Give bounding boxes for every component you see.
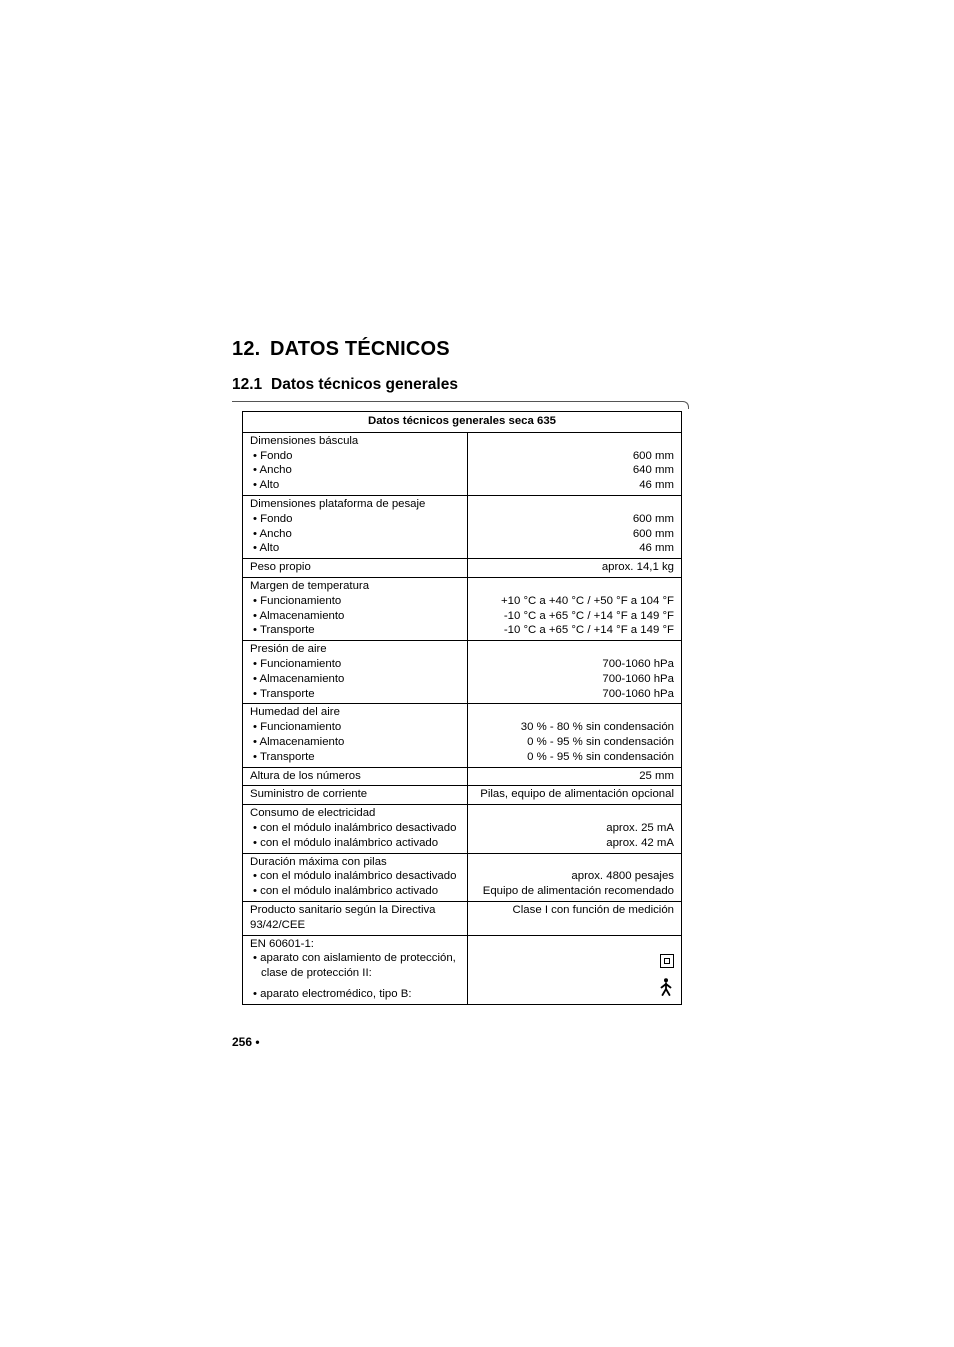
list-item: aparato con aislamiento de protección,	[260, 952, 456, 965]
list-item: aparato electromédico, tipo B:	[260, 987, 412, 1000]
value: -10 °C a +65 °C / +14 °F a 149 °F	[503, 609, 674, 622]
medical-value: Clase I con función de medición	[468, 901, 682, 935]
page-number: 256 •	[232, 1035, 260, 1049]
list-item: con el módulo inalámbrico activado	[260, 836, 439, 849]
value: +10 °C a +40 °C / +50 °F a 104 °F	[500, 594, 674, 607]
row-title: Humedad del aire	[250, 706, 340, 719]
chapter-title: DATOS TÉCNICOS	[270, 338, 450, 360]
value: 700-1060 hPa	[602, 657, 674, 670]
value: aprox. 25 mA	[606, 821, 674, 834]
chapter-number: 12.	[232, 338, 261, 360]
weight-label: Peso propio	[243, 559, 468, 578]
dim-scale-value-cell	[468, 432, 682, 495]
row-title: Dimensiones plataforma de pesaje	[250, 497, 426, 510]
value: 46 mm	[639, 542, 674, 555]
list-item: Fondo	[260, 512, 293, 525]
medical-label-line: 93/42/CEE	[250, 918, 306, 931]
consumption-value-cell	[468, 805, 682, 853]
value: 700-1060 hPa	[602, 672, 674, 685]
class-ii-double-square-icon	[660, 954, 674, 968]
pressure-label-cell: Presión de aire • Funcionamiento • Almacenamiento • Transporte	[243, 641, 468, 704]
row-title: Presión de aire	[250, 643, 327, 656]
list-item: Transporte	[259, 750, 315, 763]
list-item: con el módulo inalámbrico desactivado	[260, 821, 457, 834]
table-row	[243, 432, 682, 495]
list-item: Funcionamiento	[260, 721, 342, 734]
digit-height-value: 25 mm	[468, 767, 682, 786]
section-divider	[232, 401, 682, 402]
value: 0 % - 95 % sin condensación	[527, 750, 674, 763]
row-title: Margen de temperatura	[250, 579, 370, 592]
en60601-symbol-cell	[468, 935, 682, 1004]
value: 600 mm	[632, 527, 674, 540]
value: 600 mm	[632, 512, 674, 525]
list-item: Almacenamiento	[259, 672, 345, 685]
list-item-continuation: clase de protección II:	[261, 967, 372, 980]
list-item: Alto	[259, 479, 280, 492]
consumption-label-cell: Consumo de electricidad • con el módulo inalámbrico desactivado • con el módulo inalámbrico activado	[243, 805, 468, 853]
chapter-heading	[232, 338, 450, 361]
section-title: Datos técnicos generales	[271, 376, 458, 393]
battery-value-cell	[468, 853, 682, 901]
value: -10 °C a +65 °C / +14 °F a 149 °F	[503, 624, 674, 637]
row-title: Duración máxima con pilas	[250, 855, 387, 868]
value: 30 % - 80 % sin condensación	[520, 721, 674, 734]
en60601-label-cell: EN 60601-1: • aparato con aislamiento de protección, clase de protección II: • aparato electromédico, tipo B:	[243, 935, 468, 1004]
pressure-value-cell	[468, 641, 682, 704]
list-item: Transporte	[259, 624, 315, 637]
section-number: 12.1	[232, 376, 263, 393]
list-item: con el módulo inalámbrico desactivado	[260, 870, 457, 883]
battery-label-cell: Duración máxima con pilas • con el módulo inalámbrico desactivado • con el módulo inalámbrico activado	[243, 853, 468, 901]
table-row	[243, 767, 682, 786]
table-row	[243, 805, 682, 853]
section-heading	[232, 376, 458, 394]
list-item: Fondo	[260, 449, 293, 462]
list-item: con el módulo inalámbrico activado	[260, 885, 439, 898]
digit-height-label: Altura de los números	[243, 767, 468, 786]
list-item: Almacenamiento	[259, 609, 345, 622]
table-row	[243, 495, 682, 558]
table-row	[243, 935, 682, 1004]
value: 700-1060 hPa	[602, 687, 674, 700]
value: 0 % - 95 % sin condensación	[527, 735, 674, 748]
humidity-value-cell	[468, 704, 682, 767]
value: 640 mm	[632, 464, 674, 477]
temperature-value-cell	[468, 577, 682, 640]
list-item: Ancho	[259, 527, 292, 540]
value: aprox. 4800 pesajes	[571, 870, 674, 883]
temperature-label-cell: Margen de temperatura • Funcionamiento • Almacenamiento • Transporte	[243, 577, 468, 640]
list-item: Almacenamiento	[259, 735, 345, 748]
table-row	[243, 559, 682, 578]
row-title: EN 60601-1:	[250, 937, 314, 950]
table-row	[243, 901, 682, 935]
table-row	[243, 786, 682, 805]
table-row	[243, 577, 682, 640]
value: 600 mm	[632, 449, 674, 462]
power-supply-value: Pilas, equipo de alimentación opcional	[468, 786, 682, 805]
medical-label-line: Producto sanitario según la Directiva	[250, 903, 436, 916]
list-item: Ancho	[259, 464, 292, 477]
row-title: Consumo de electricidad	[250, 807, 376, 820]
list-item: Alto	[259, 542, 280, 555]
table-header-row	[243, 412, 682, 433]
dim-scale-label-cell: Dimensiones báscula • Fondo • Ancho • Alto	[243, 432, 468, 495]
table-header: Datos técnicos generales seca 635	[243, 412, 682, 433]
dim-platform-value-cell	[468, 495, 682, 558]
value: aprox. 42 mA	[606, 836, 674, 849]
value: 46 mm	[639, 479, 674, 492]
dim-platform-label-cell: Dimensiones plataforma de pesaje • Fondo • Ancho • Alto	[243, 495, 468, 558]
medical-label-cell	[243, 901, 468, 935]
table-row	[243, 704, 682, 767]
weight-value: aprox. 14,1 kg	[468, 559, 682, 578]
type-b-person-icon	[660, 978, 672, 996]
list-item: Funcionamiento	[260, 594, 342, 607]
row-title: Dimensiones báscula	[250, 434, 359, 447]
table-row	[243, 853, 682, 901]
list-item: Transporte	[259, 687, 315, 700]
table-row	[243, 641, 682, 704]
section-divider-hook	[682, 401, 689, 409]
value: Equipo de alimentación recomendado	[482, 885, 674, 898]
power-supply-label: Suministro de corriente	[243, 786, 468, 805]
list-item: Funcionamiento	[260, 657, 342, 670]
humidity-label-cell: Humedad del aire • Funcionamiento • Almacenamiento • Transporte	[243, 704, 468, 767]
technical-data-table	[242, 411, 682, 1005]
